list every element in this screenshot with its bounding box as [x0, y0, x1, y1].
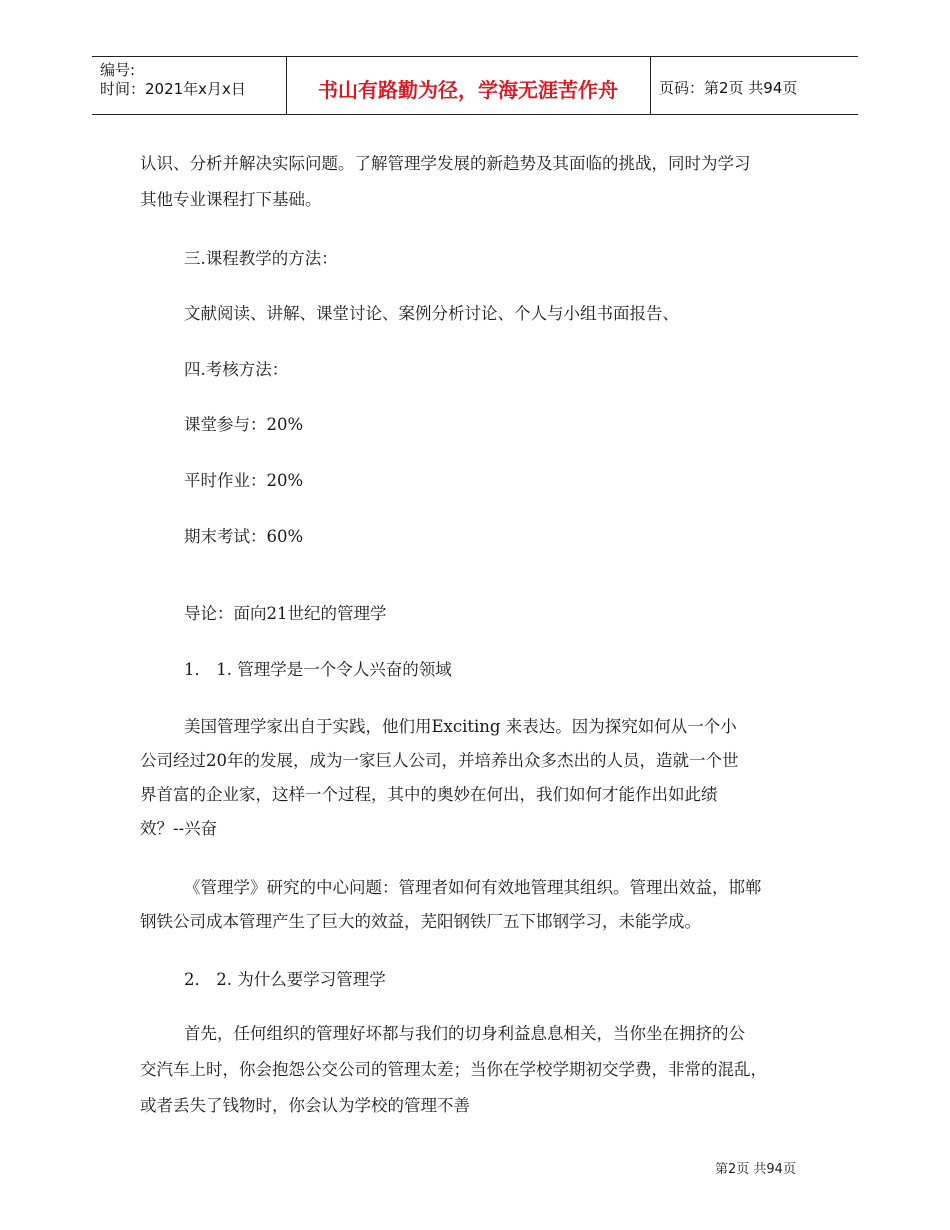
body-line: 文献阅读、讲解、课堂讨论、案例分析讨论、个人与小组书面报告、 [184, 304, 679, 323]
footer-page-number: 第2页 共94页 [715, 1162, 796, 1177]
header-motto: 书山有路勤为径，学海无涯苦作舟 [318, 78, 618, 102]
subsection-heading: 1． 1. 管理学是一个令人兴奋的领域 [184, 660, 452, 679]
body-line: 钢铁公司成本管理产生了巨大的效益，芜阳钢铁厂五下邯钢学习，未能学成。 [140, 912, 701, 931]
body-line: 界首富的企业家，这样一个过程，其中的奥妙在何出，我们如何才能作出如此绩 [140, 785, 718, 804]
body-line: 认识、分析并解决实际问题。了解管理学发展的新趋势及其面临的挑战，同时为学习 [140, 154, 751, 173]
body-line: 《管理学》研究的中心问题：管理者如何有效地管理其组织。管理出效益，邯郸 [184, 878, 762, 897]
assessment-item: 课堂参与：20% [184, 415, 304, 434]
header-divider-right [650, 56, 651, 114]
body-line: 或者丢失了钱物时，你会认为学校的管理不善 [140, 1096, 470, 1115]
section-heading-assessment: 四.考核方法： [184, 360, 289, 379]
assessment-item: 期末考试：60% [184, 527, 304, 546]
header-bottom-rule [92, 114, 858, 115]
body-line: 公司经过20年的发展，成为一家巨人公司，并培养出众多杰出的人员，造就一个世 [140, 751, 739, 770]
body-line: 首先，任何组织的管理好坏都与我们的切身利益息息相关，当你坐在拥挤的公 [184, 1024, 745, 1043]
header-page-number: 页码：第2页 共94页 [659, 79, 798, 97]
section-heading-teaching-methods: 三.课程教学的方法： [184, 249, 338, 268]
body-line: 效？--兴奋 [140, 819, 218, 838]
assessment-item: 平时作业：20% [184, 471, 304, 490]
chapter-title: 导论：面向21世纪的管理学 [184, 604, 387, 623]
body-line: 其他专业课程打下基础。 [140, 190, 322, 209]
header-top-rule [92, 56, 858, 57]
body-line: 美国管理学家出自于实践，他们用Exciting 来表达。因为探究如何从一个小 [184, 717, 737, 736]
body-line: 交汽车上时，你会抱怨公交公司的管理太差；当你在学校学期初交学费，非常的混乱， [140, 1060, 767, 1079]
document-number-label: 编号: [100, 61, 136, 79]
subsection-heading: 2． 2. 为什么要学习管理学 [184, 970, 386, 989]
document-time-label: 时间：2021年x月x日 [100, 80, 246, 98]
